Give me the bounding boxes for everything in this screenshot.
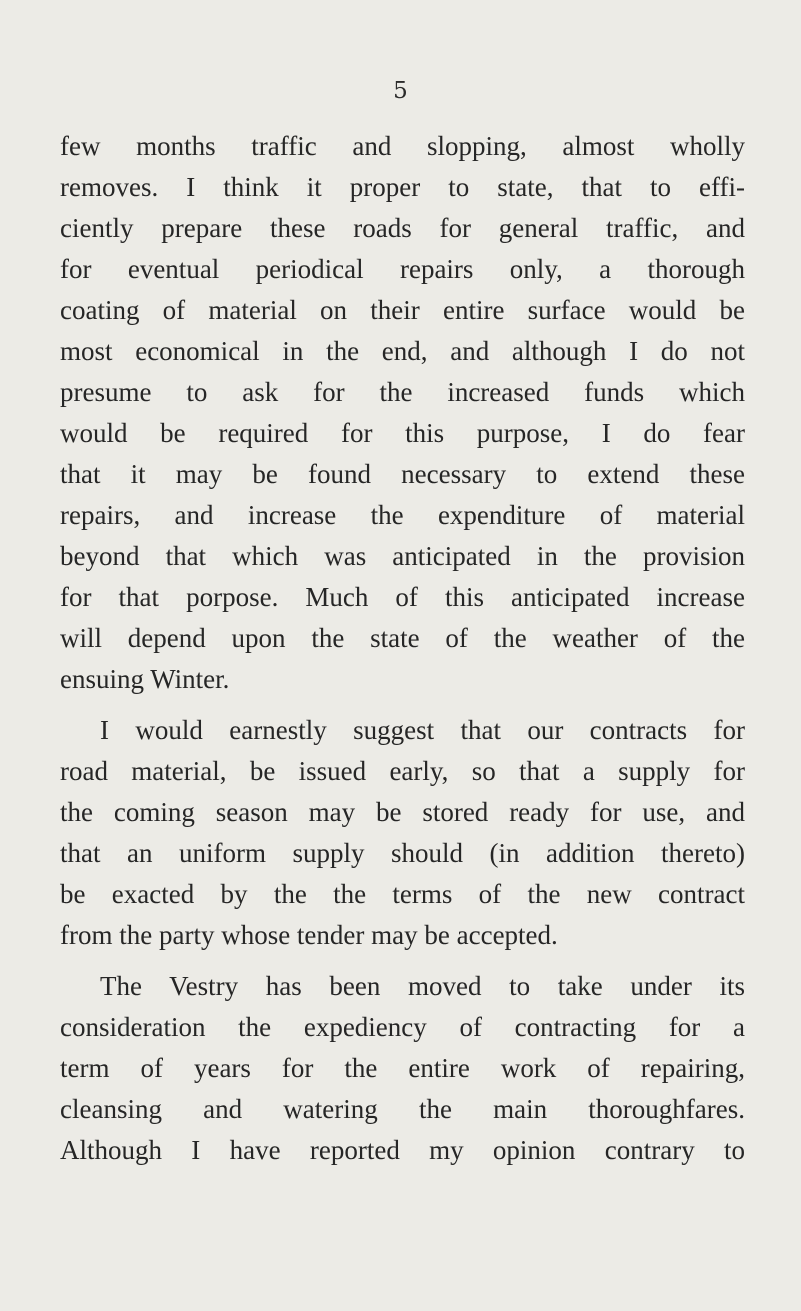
- text-line: road material, be issued early, so that a supply for: [60, 756, 745, 786]
- text-line: the coming season may be stored ready for use, and: [60, 797, 745, 827]
- text-line: would be required for this purpose, I do fear: [60, 418, 745, 448]
- text-line: repairs, and increase the expenditure of material: [60, 500, 745, 530]
- text-line: presume to ask for the increased funds which: [60, 377, 745, 407]
- page-number: 5: [393, 78, 408, 104]
- text-line: ensuing Winter.: [60, 664, 230, 694]
- text-line: The Vestry has been moved to take under its: [100, 971, 745, 1001]
- text-line: cleansing and watering the main thoroughfares.: [60, 1094, 745, 1124]
- paragraph-1: [60, 126, 745, 700]
- text-line: from the party whose tender may be accepted.: [60, 920, 558, 950]
- text-line: be exacted by the the terms of the new contract: [60, 879, 745, 909]
- text-line: for eventual periodical repairs only, a thorough: [60, 254, 745, 284]
- text-line: will depend upon the state of the weather of the: [60, 623, 745, 653]
- text-line: that an uniform supply should (in addition thereto): [60, 838, 745, 868]
- text-line: term of years for the entire work of repairing,: [60, 1053, 745, 1083]
- text-line: consideration the expediency of contracting for a: [60, 1012, 745, 1042]
- text-line: ciently prepare these roads for general traffic, and: [60, 213, 745, 243]
- text-line: beyond that which was anticipated in the provision: [60, 541, 745, 571]
- paragraph-2: [60, 710, 745, 956]
- text-line: few months traffic and slopping, almost wholly: [60, 131, 745, 161]
- text-line: that it may be found necessary to extend these: [60, 459, 745, 489]
- text-line: for that porpose. Much of this anticipated increase: [60, 582, 745, 612]
- paragraph-3: [60, 966, 745, 1171]
- text-line: I would earnestly suggest that our contracts for: [100, 715, 745, 745]
- text-line: coating of material on their entire surface would be: [60, 295, 745, 325]
- text-line: most economical in the end, and although I do not: [60, 336, 745, 366]
- text-line: Although I have reported my opinion contrary to: [60, 1135, 745, 1165]
- text-line: removes. I think it proper to state, that to effi-: [60, 172, 745, 202]
